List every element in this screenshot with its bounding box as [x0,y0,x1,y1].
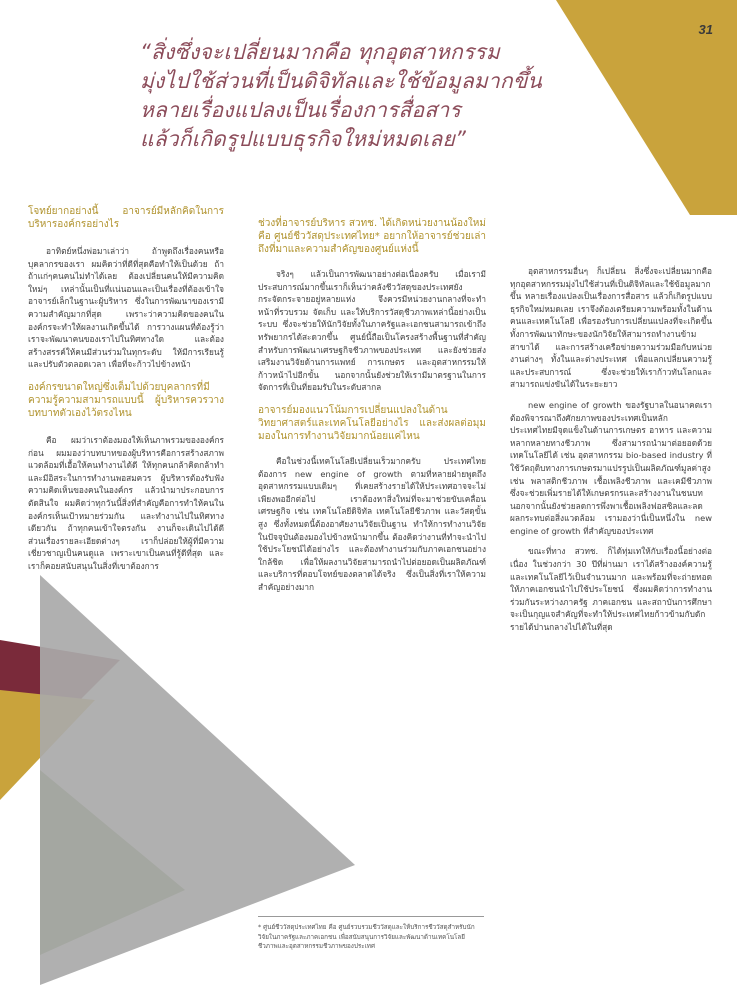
body-paragraph: ขณะที่ทาง สวทช. ก็ได้ทุ่มเทให้กับเรื่องนี้อย่างต่อเนื่อง ในช่วงกว่า 30 ปีที่ผ่านมา เราได้สร้างองค์ความรู้และเทคโนโลยีไว้เป็นจำนวนมาก และพร้อมที่จะถ่ายทอดให้ภาคเอกชนนำไปใช้ประโยชน์ ซึ่งผมคิดว่าการทำงานร่วมกันระหว่างภาครัฐ ภาคเอกชน และสถาบันการศึกษา จะเป็นกุญแจสำคัญที่จะทำให้ประเทศไทยก้าวข้ามกับดักรายได้ปานกลางไปได้ในที่สุด [510,546,712,633]
page-number: 31 [698,22,713,37]
section-heading: โจทย์ยากอย่างนี้ อาจารย์มีหลักคิดในการบริหารองค์กรอย่างไร [28,206,224,230]
pull-quote-line: หลายเรื่องแปลงเป็นเรื่องการสื่อสาร [140,98,461,122]
body-paragraph: new engine of growth ของรัฐบาลในอนาคตเราต้องพิจารณาถึงศักยภาพของประเทศเป็นหลัก ประเทศไทยมีจุดแข็งในด้านการเกษตร อาหาร และความหลากหลายทางชีวภาพ ซึ่งสามารถนำมาต่อยอดด้วยเทคโนโลยีได้ เช่น อุตสาหกรรม bio-based industry ที่ใช้วัตถุดิบทางการเกษตรมาแปรรูปเป็นผลิตภัณฑ์มูลค่าสูง เช่น พลาสติกชีวภาพ เชื้อเพลิงชีวภาพ และเคมีชีวภาพ ซึ่งจะช่วยเพิ่มรายได้ให้เกษตรกรและสร้างงานในชนบท นอกจากนั้นยังช่วยลดการพึ่งพาเชื้อเพลิงฟอสซิลและลดผลกระทบต่อสิ่งแวดล้อม เรามองว่านี่เป็นหนึ่งใน new engine of growth ที่สำคัญของประเทศ [510,399,712,536]
body-paragraph: จริงๆ แล้วเป็นการพัฒนาอย่างต่อเนื่องครับ เมื่อเรามีประสบการณ์มากขึ้นเราก็เห็นว่าคลังชีววัสดุของประเทศยังกระจัดกระจายอยู่หลายแห่ง จึงควรมีหน่วยงานกลางที่จะทำหน้าที่รวบรวม จัดเก็บ และให้บริการวัสดุชีวภาพเหล่านี้อย่างเป็นระบบ ซึ่งจะช่วยให้นักวิจัยทั้งในภาครัฐและเอกชนสามารถเข้าถึงทรัพยากรได้สะดวกขึ้น ศูนย์นี้ถือเป็นโครงสร้างพื้นฐานที่สำคัญสำหรับการพัฒนาเศรษฐกิจชีวภาพของประเทศ และยังช่วยส่งเสริมงานวิจัยด้านการแพทย์ การเกษตร และอุตสาหกรรมให้ก้าวหน้าไปอีกขั้น นอกจากนั้นยังช่วยให้เรามีมาตรฐานในการจัดการที่เป็นที่ยอมรับในระดับสากล [258,269,486,393]
article-column-2 [258,217,486,593]
article-column-3 [510,265,712,634]
pull-quote-line: “สิ่งซึ่งจะเปลี่ยนมากคือ ทุกอุตสาหกรรม [140,40,500,64]
pull-quote [140,38,570,154]
body-paragraph: คือในช่วงนี้เทคโนโลยีเปลี่ยนเร็วมากครับ ประเทศไทยต้องการ new engine of growth ตามที่หลายฝ่ายพูดถึง อุตสาหกรรมแบบเดิมๆ ที่เคยสร้างรายได้ให้ประเทศอาจจะไม่เพียงพออีกต่อไป เราต้องหาสิ่งใหม่ที่จะมาช่วยขับเคลื่อนเศรษฐกิจ เช่น เทคโนโลยีดิจิทัล เทคโนโลยีชีวภาพ และวัสดุขั้นสูง ซึ่งทั้งหมดนี้ต้องอาศัยงานวิจัยเป็นฐาน ทำให้การทำงานวิจัยในปัจจุบันต้องมองไปข้างหน้ามากขึ้น ต้องคิดว่างานที่ทำจะนำไปใช้ประโยชน์ได้อย่างไร และต้องทำงานร่วมกับภาคเอกชนอย่างใกล้ชิด เพื่อให้ผลงานวิจัยสามารถนำไปต่อยอดเป็นผลิตภัณฑ์และบริการที่ตอบโจทย์ของตลาดได้จริง ซึ่งเป็นสิ่งที่เราให้ความสำคัญอย่างมาก [258,455,486,592]
body-paragraph: อาทิตย์หนึ่งพ่อมาเล่าว่า ถ้าพูดถึงเรื่องคนหรือบุคลากรของเรา ผมคิดว่าที่ดีที่สุดคือทำให้เป็นด้วย ถ้าถ้าแก่ๆคนคนไม่ทำได้เลย ต้องเปลี่ยนคนให้มีความคิดใหม่ๆ เหล่านั้นเป็นที่แน่นอนและเป็นเรื่องที่ต้องเข้าใจ อาจารย์เล็กในฐานะผู้บริหาร ซึ่งในการพัฒนาของเรามีความสำคัญมากที่สุด เพราะว่าความคิดของคนในองค์กรจะทำให้ผลงานเกิดขึ้นได้ การวางแผนที่ต้องรู้ว่าเราจะพัฒนาคนของเราไปในทิศทางใด และต้องสร้างสรรค์ให้คนมีส่วนร่วมในทุกระดับ ให้มีการเรียนรู้และปรับตัวตลอดเวลา เพื่อที่จะก้าวไปข้างหน้า [28,246,224,370]
section-heading: องค์กรขนาดใหญ่ซึ่งเต็มไปด้วยบุคลากรที่มีความรู้ความสามารถแบบนี้ ผู้บริหารควรวางบทบาทตัวเองไว้ตรงไหน [28,381,224,419]
article-column-1 [28,205,224,572]
section-heading: ช่วงที่อาจารย์บริหาร สวทช. ได้เกิดหน่วยงานน้องใหม่คือ ศูนย์ชีววัสดุประเทศไทย* อยากให้อาจารย์ช่วยเล่าถึงที่มาและความสำคัญของศูนย์แห่งนี้ [258,218,486,255]
pull-quote-line: มุ่งไปใช้ส่วนที่เป็นดิจิทัลและใช้ข้อมูลมากขึ้น [140,69,542,93]
body-paragraph: คือ ผมว่าเราต้องมองให้เห็นภาพรวมขององค์กรก่อน ผมมองว่าบทบาทของผู้บริหารคือการสร้างสภาพแวดล้อมที่เอื้อให้คนทำงานได้ดี ให้ทุกคนกล้าคิดกล้าทำ และมีอิสระในการทำงานพอสมควร ผู้บริหารต้องรับฟังความคิดเห็นของคนในองค์กร แล้วนำมาประกอบการตัดสินใจ ผมคิดว่าทุกวันนี้สิ่งที่สำคัญคือการทำให้คนในองค์กรเห็นเป้าหมายร่วมกัน และทำงานไปในทิศทางเดียวกัน ถ้าทุกคนเข้าใจตรงกัน งานก็จะเดินไปได้ดี ส่วนเรื่องรายละเอียดต่างๆ เราก็ปล่อยให้ผู้ที่มีความเชี่ยวชาญเป็นคนดูแล เพราะเขาเป็นคนที่รู้ดีที่สุด และเราก็คอยสนับสนุนในสิ่งที่เขาต้องการ [28,434,224,571]
footnote: * ศูนย์ชีววัสดุประเทศไทย คือ ศูนย์รวบรวมชีววัสดุและให้บริการชีววัสดุสำหรับนักวิจัยในภาครัฐและภาคเอกชน เพื่อสนับสนุนการวิจัยและพัฒนาด้านเทคโนโลยีชีวภาพและอุตสาหกรรมชีวภาพของประเทศ [258,916,484,952]
body-paragraph: อุตสาหกรรมอื่นๆ ก็เปลี่ยน สิ่งซึ่งจะเปลี่ยนมากคือ ทุกอุตสาหกรรมมุ่งไปใช้ส่วนที่เป็นดิจิทัลและใช้ข้อมูลมากขึ้น หลายเรื่องแปลงเป็นเรื่องการสื่อสาร แล้วก็เกิดรูปแบบธุรกิจใหม่หมดเลย เราจึงต้องเตรียมความพร้อมทั้งในด้านคนและเทคโนโลยี เพื่อรองรับการเปลี่ยนแปลงที่จะเกิดขึ้น ทั้งการพัฒนาทักษะของนักวิจัยให้สามารถทำงานข้ามสาขาได้ และการสร้างเครือข่ายความร่วมมือกับหน่วยงานต่างๆ ทั้งในและต่างประเทศ เพื่อแลกเปลี่ยนความรู้และประสบการณ์ ซึ่งจะช่วยให้เราก้าวทันโลกและสามารถแข่งขันได้ในระยะยาว [510,266,712,390]
pull-quote-line: แล้วก็เกิดรูปแบบธุรกิจใหม่หมดเลย” [140,127,467,151]
section-heading: อาจารย์มองแนวโน้มการเปลี่ยนแปลงในด้านวิทยาศาสตร์และเทคโนโลยีอย่างไร และส่งผลต่อมุมมองในการทำงานวิจัยมากน้อยแค่ไหน [258,404,486,442]
